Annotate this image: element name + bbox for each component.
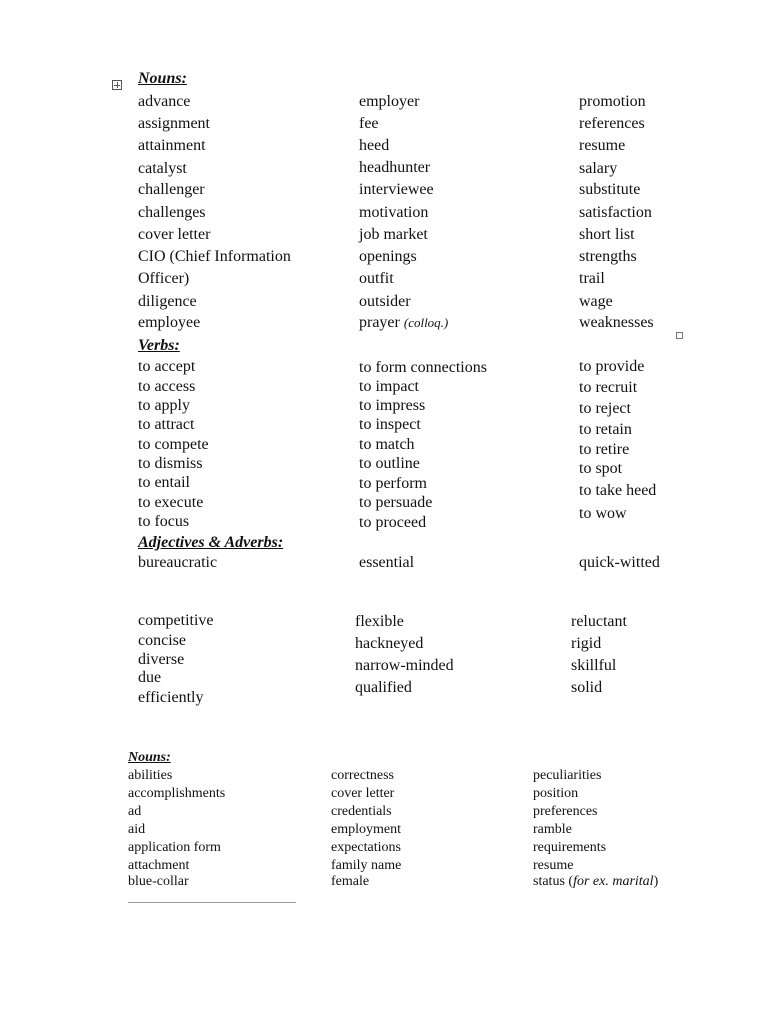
table-move-handle-icon[interactable]: [112, 80, 122, 90]
verb-word: to spot: [579, 460, 623, 477]
noun-word: strengths: [579, 248, 637, 265]
noun-word: interviewee: [359, 181, 434, 198]
noun-word: female: [331, 874, 370, 889]
noun-word: challenges: [138, 204, 206, 221]
noun-word: heed: [359, 137, 390, 154]
noun-word: cover letter: [331, 786, 395, 801]
noun-word: promotion: [579, 93, 646, 110]
noun-word: motivation: [359, 204, 429, 221]
noun-word: accomplishments: [128, 786, 226, 801]
verb-word: to impress: [359, 397, 426, 414]
adjective-word: reluctant: [571, 613, 627, 630]
adjective-word: diverse: [138, 651, 185, 668]
noun-word: assignment: [138, 115, 210, 132]
noun-word: advance: [138, 93, 191, 110]
adjective-word: competitive: [138, 612, 214, 629]
verb-word: to accept: [138, 358, 196, 375]
noun-word: trail: [579, 270, 605, 287]
adjective-word: skillful: [571, 657, 617, 674]
noun-word: prayer: [359, 314, 400, 331]
adjective-word: quick-witted: [579, 554, 660, 571]
noun-word: wage: [579, 293, 613, 310]
adjective-word: due: [138, 669, 162, 686]
verb-word: to wow: [579, 505, 627, 522]
verb-word: to match: [359, 436, 415, 453]
verb-word: to entail: [138, 474, 190, 491]
noun-word: employer: [359, 93, 420, 110]
noun-word: employment: [331, 822, 401, 837]
verb-word: to dismiss: [138, 455, 203, 472]
noun-word: application form: [128, 840, 221, 855]
adjective-word: essential: [359, 554, 415, 571]
adjective-word: rigid: [571, 635, 602, 652]
noun-word: resume: [533, 858, 574, 873]
noun-word: family name: [331, 858, 402, 873]
noun-word: correctness: [331, 768, 394, 783]
adjective-word: efficiently: [138, 689, 204, 706]
noun-word-with-note: [533, 874, 658, 890]
noun-word: outfit: [359, 270, 394, 287]
adjective-word: bureaucratic: [138, 554, 218, 571]
verb-word: to recruit: [579, 379, 638, 396]
noun-word: preferences: [533, 804, 598, 819]
adjective-word: concise: [138, 632, 186, 649]
verb-word: to apply: [138, 397, 190, 414]
verb-word: to retire: [579, 441, 630, 458]
noun-word: requirements: [533, 840, 607, 855]
noun-word: substitute: [579, 181, 641, 198]
end-of-cell-mark: [676, 332, 683, 339]
noun-word: attachment: [128, 858, 190, 873]
verb-word: to reject: [579, 400, 631, 417]
adjective-word: hackneyed: [355, 635, 424, 652]
noun-word: diligence: [138, 293, 197, 310]
noun-word: attainment: [138, 137, 206, 154]
verb-word: to access: [138, 378, 196, 395]
nouns-heading: Nouns:: [138, 70, 187, 87]
noun-word: headhunter: [359, 159, 431, 176]
verb-word: to perform: [359, 475, 427, 492]
noun-word: CIO (Chief Information: [138, 248, 291, 265]
noun-word: ramble: [533, 822, 572, 837]
usage-note: for ex. marital: [573, 874, 654, 889]
noun-word: abilities: [128, 768, 173, 783]
noun-word: outsider: [359, 293, 411, 310]
noun-word: catalyst: [138, 160, 187, 177]
verb-word: to proceed: [359, 514, 427, 531]
verb-word: to compete: [138, 436, 209, 453]
noun-word: salary: [579, 160, 618, 177]
noun-word: openings: [359, 248, 417, 265]
adjectives-adverbs-heading: Adjectives & Adverbs:: [138, 534, 284, 551]
noun-word: cover letter: [138, 226, 211, 243]
noun-word: credentials: [331, 804, 392, 819]
verb-word: to form connections: [359, 359, 487, 376]
noun-word: expectations: [331, 840, 401, 855]
closing-paren: ): [653, 874, 659, 889]
noun-word: references: [579, 115, 645, 132]
verbs-heading: Verbs:: [138, 337, 180, 354]
verb-word: to focus: [138, 513, 190, 530]
verb-word: to impact: [359, 378, 419, 395]
verb-word: to persuade: [359, 494, 433, 511]
adjective-word: qualified: [355, 679, 412, 696]
noun-word: Officer): [138, 270, 190, 287]
adjective-word: narrow-minded: [355, 657, 454, 674]
noun-word: satisfaction: [579, 204, 652, 221]
verb-word: to provide: [579, 358, 645, 375]
noun-word: ad: [128, 804, 142, 819]
noun-word: challenger: [138, 181, 205, 198]
noun-word: aid: [128, 822, 146, 837]
verb-word: to retain: [579, 421, 632, 438]
adjective-word: solid: [571, 679, 603, 696]
footnote-separator: [128, 902, 296, 903]
noun-word: position: [533, 786, 579, 801]
adjective-word: flexible: [355, 613, 404, 630]
noun-word: weaknesses: [579, 314, 654, 331]
verb-word: to outline: [359, 455, 420, 472]
noun-word: blue-collar: [128, 874, 189, 889]
verb-word: to attract: [138, 416, 195, 433]
noun-word: short list: [579, 226, 635, 243]
noun-word: fee: [359, 115, 379, 132]
noun-word: job market: [359, 226, 428, 243]
verb-word: to execute: [138, 494, 204, 511]
nouns-heading-2: Nouns:: [128, 750, 171, 765]
verb-word: to inspect: [359, 416, 421, 433]
noun-word: peculiarities: [533, 768, 602, 783]
noun-word: status (: [533, 874, 574, 889]
verb-word: to take heed: [579, 482, 657, 499]
noun-word-with-note: [359, 314, 448, 332]
noun-word: resume: [579, 137, 626, 154]
noun-word: employee: [138, 314, 201, 331]
usage-note: (colloq.): [403, 315, 449, 330]
